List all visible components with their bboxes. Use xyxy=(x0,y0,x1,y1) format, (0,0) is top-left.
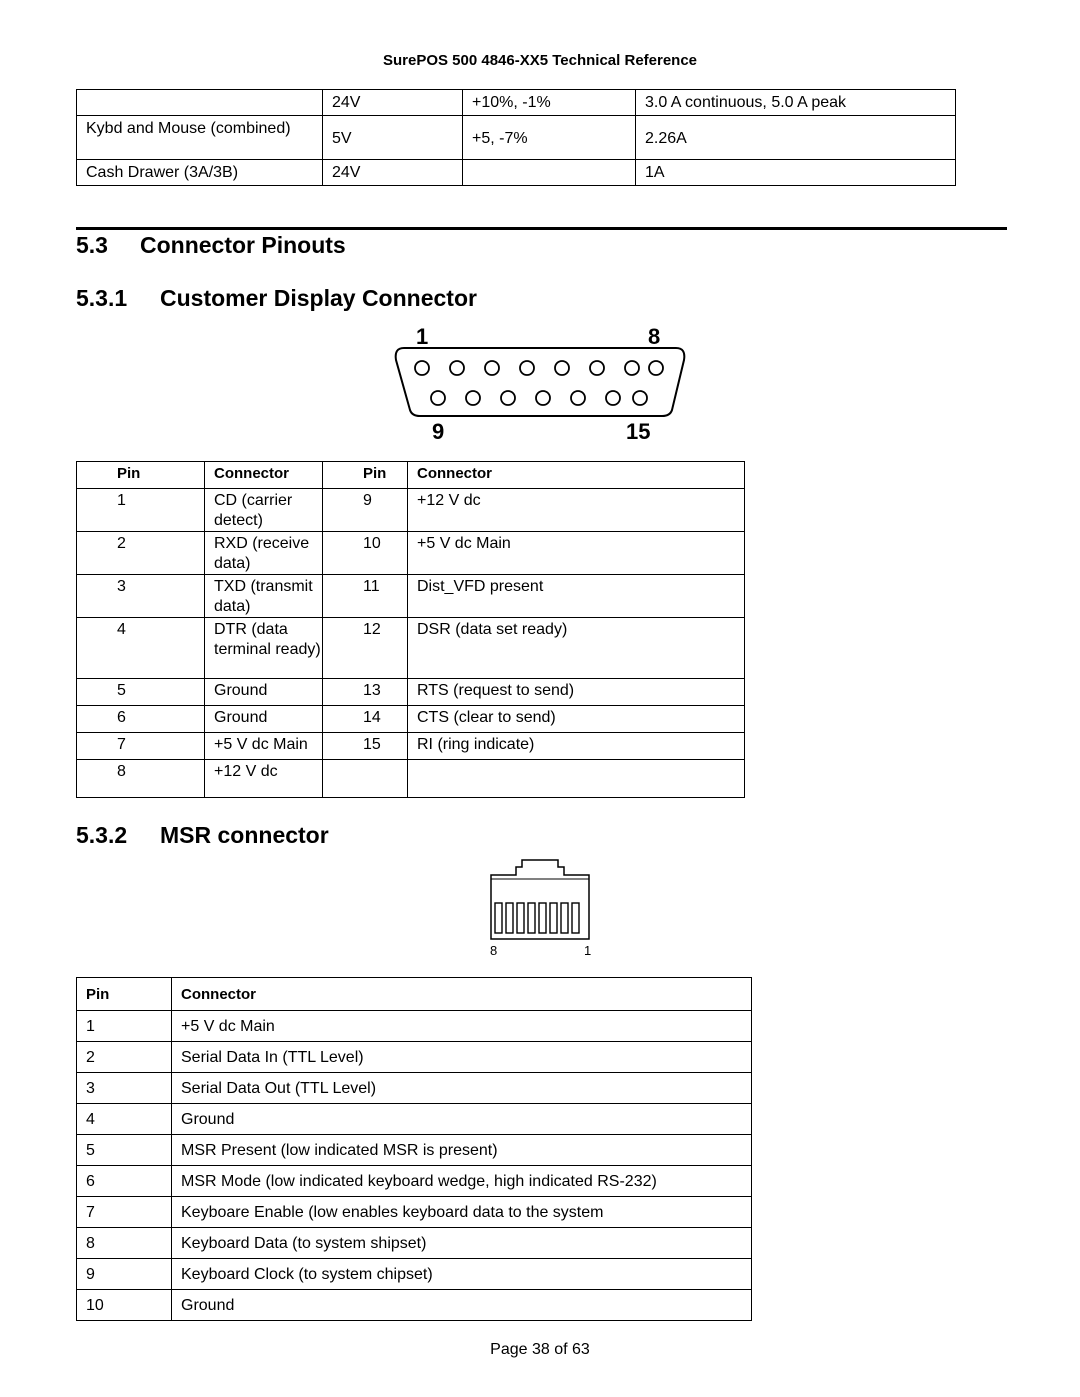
power-table xyxy=(76,89,956,186)
pin-label-15: 15 xyxy=(626,419,651,444)
table-cell: CD (carrier detect) xyxy=(205,489,323,532)
table-cell: 8 xyxy=(77,760,205,798)
column-header: Connector xyxy=(205,462,323,489)
table-cell: RTS (request to send) xyxy=(408,679,745,706)
pin-row-top xyxy=(415,361,663,375)
table-cell: DSR (data set ready) xyxy=(408,618,745,679)
table-row xyxy=(77,575,745,618)
table-cell xyxy=(323,760,408,798)
table-cell: Ground xyxy=(172,1290,752,1321)
table-row xyxy=(77,1135,752,1166)
section-divider xyxy=(76,227,1007,230)
table-cell: Serial Data In (TTL Level) xyxy=(172,1042,752,1073)
table-cell: +10%, -1% xyxy=(463,90,636,116)
section-number: 5.3 xyxy=(76,232,108,258)
table-cell xyxy=(463,160,636,186)
table-cell: 2.26A xyxy=(636,116,956,160)
table-cell: +5 V dc Main xyxy=(205,733,323,760)
table-cell: TXD (transmit data) xyxy=(205,575,323,618)
section-number: 5.3.1 xyxy=(76,285,128,311)
table-cell xyxy=(77,90,323,116)
table-cell: 4 xyxy=(77,618,205,679)
column-header: Pin xyxy=(77,462,205,489)
table-cell: Ground xyxy=(205,706,323,733)
contact-label-8: 8 xyxy=(490,943,498,958)
section-title: Connector Pinouts xyxy=(140,232,346,258)
column-header: Connector xyxy=(408,462,745,489)
table-cell: 2 xyxy=(77,532,205,575)
table-row xyxy=(77,1104,752,1135)
rj45-connector-diagram xyxy=(478,855,598,959)
section-heading-connector-pinouts xyxy=(76,232,346,259)
table-row xyxy=(77,679,745,706)
msr-pinout-table xyxy=(76,977,752,1321)
customer-display-pinout-table xyxy=(76,461,745,798)
pin-label-8: 8 xyxy=(648,324,661,349)
table-row xyxy=(77,1259,752,1290)
table-cell: Serial Data Out (TTL Level) xyxy=(172,1073,752,1104)
table-cell: 3.0 A continuous, 5.0 A peak xyxy=(636,90,956,116)
table-cell: Cash Drawer (3A/3B) xyxy=(77,160,323,186)
section-heading-msr-connector xyxy=(76,822,329,849)
table-cell: Dist_VFD present xyxy=(408,575,745,618)
table-cell: RXD (receive data) xyxy=(205,532,323,575)
table-row xyxy=(77,1197,752,1228)
table-cell: 1A xyxy=(636,160,956,186)
table-cell: 6 xyxy=(77,1166,172,1197)
section-title: Customer Display Connector xyxy=(160,285,477,311)
page-header: SurePOS 500 4846-XX5 Technical Reference xyxy=(382,52,698,69)
table-cell: 24V xyxy=(323,160,463,186)
table-cell: 1 xyxy=(77,489,205,532)
table-cell: Ground xyxy=(172,1104,752,1135)
table-cell: Keyboard Clock (to system chipset) xyxy=(172,1259,752,1290)
table-cell: 15 xyxy=(323,733,408,760)
table-cell: 13 xyxy=(323,679,408,706)
table-cell: Kybd and Mouse (combined) xyxy=(77,116,323,160)
table-cell: 5 xyxy=(77,679,205,706)
section-heading-customer-display xyxy=(76,285,477,312)
table-cell: 12 xyxy=(323,618,408,679)
table-row xyxy=(77,489,745,532)
table-cell: 9 xyxy=(77,1259,172,1290)
table-cell: 24V xyxy=(323,90,463,116)
table-cell: +5, -7% xyxy=(463,116,636,160)
table-row xyxy=(77,1011,752,1042)
table-cell: Keyboare Enable (low enables keyboard data to the system xyxy=(172,1197,752,1228)
table-cell: CTS (clear to send) xyxy=(408,706,745,733)
table-row xyxy=(77,532,745,575)
table-cell: 4 xyxy=(77,1104,172,1135)
table-row xyxy=(77,1166,752,1197)
table-cell: 6 xyxy=(77,706,205,733)
table-cell: Keyboard Data (to system shipset) xyxy=(172,1228,752,1259)
table-cell: 7 xyxy=(77,1197,172,1228)
table-cell: 14 xyxy=(323,706,408,733)
table-cell: 5 xyxy=(77,1135,172,1166)
table-cell: +12 V dc xyxy=(205,760,323,798)
table-cell: 3 xyxy=(77,1073,172,1104)
pin-label-1: 1 xyxy=(416,324,429,349)
table-row xyxy=(77,1228,752,1259)
table-cell xyxy=(408,760,745,798)
table-cell: 10 xyxy=(77,1290,172,1321)
column-header: Pin xyxy=(323,462,408,489)
table-row xyxy=(77,760,745,798)
table-cell: 10 xyxy=(323,532,408,575)
table-cell: +5 V dc Main xyxy=(408,532,745,575)
contact-row xyxy=(495,903,579,933)
table-row xyxy=(77,160,956,186)
table-cell: DTR (data terminal ready) xyxy=(205,618,323,679)
table-cell: 9 xyxy=(323,489,408,532)
pin-row-bottom xyxy=(431,391,647,405)
table-row xyxy=(77,618,745,679)
section-number: 5.3.2 xyxy=(76,822,128,848)
table-cell: 3 xyxy=(77,575,205,618)
table-row xyxy=(77,116,956,160)
table-cell: MSR Mode (low indicated keyboard wedge, high indicated RS-232) xyxy=(172,1166,752,1197)
table-cell: 8 xyxy=(77,1228,172,1259)
table-row xyxy=(77,90,956,116)
table-row xyxy=(77,1073,752,1104)
table-row xyxy=(77,1290,752,1321)
table-cell: 11 xyxy=(323,575,408,618)
column-header: Pin xyxy=(77,978,172,1011)
table-header-row xyxy=(77,978,752,1011)
section-title: MSR connector xyxy=(160,822,329,848)
table-cell: 7 xyxy=(77,733,205,760)
contact-label-1: 1 xyxy=(584,943,592,958)
db15-connector-diagram xyxy=(390,318,692,444)
table-header-row xyxy=(77,462,745,489)
table-cell: RI (ring indicate) xyxy=(408,733,745,760)
table-cell: +5 V dc Main xyxy=(172,1011,752,1042)
table-row xyxy=(77,733,745,760)
table-cell: 1 xyxy=(77,1011,172,1042)
table-row xyxy=(77,706,745,733)
table-cell: 5V xyxy=(323,116,463,160)
page-footer: Page 38 of 63 xyxy=(490,1341,590,1358)
table-cell: MSR Present (low indicated MSR is present) xyxy=(172,1135,752,1166)
table-cell: Ground xyxy=(205,679,323,706)
table-cell: +12 V dc xyxy=(408,489,745,532)
pin-label-9: 9 xyxy=(432,419,445,444)
column-header: Connector xyxy=(172,978,752,1011)
table-row xyxy=(77,1042,752,1073)
table-cell: 2 xyxy=(77,1042,172,1073)
